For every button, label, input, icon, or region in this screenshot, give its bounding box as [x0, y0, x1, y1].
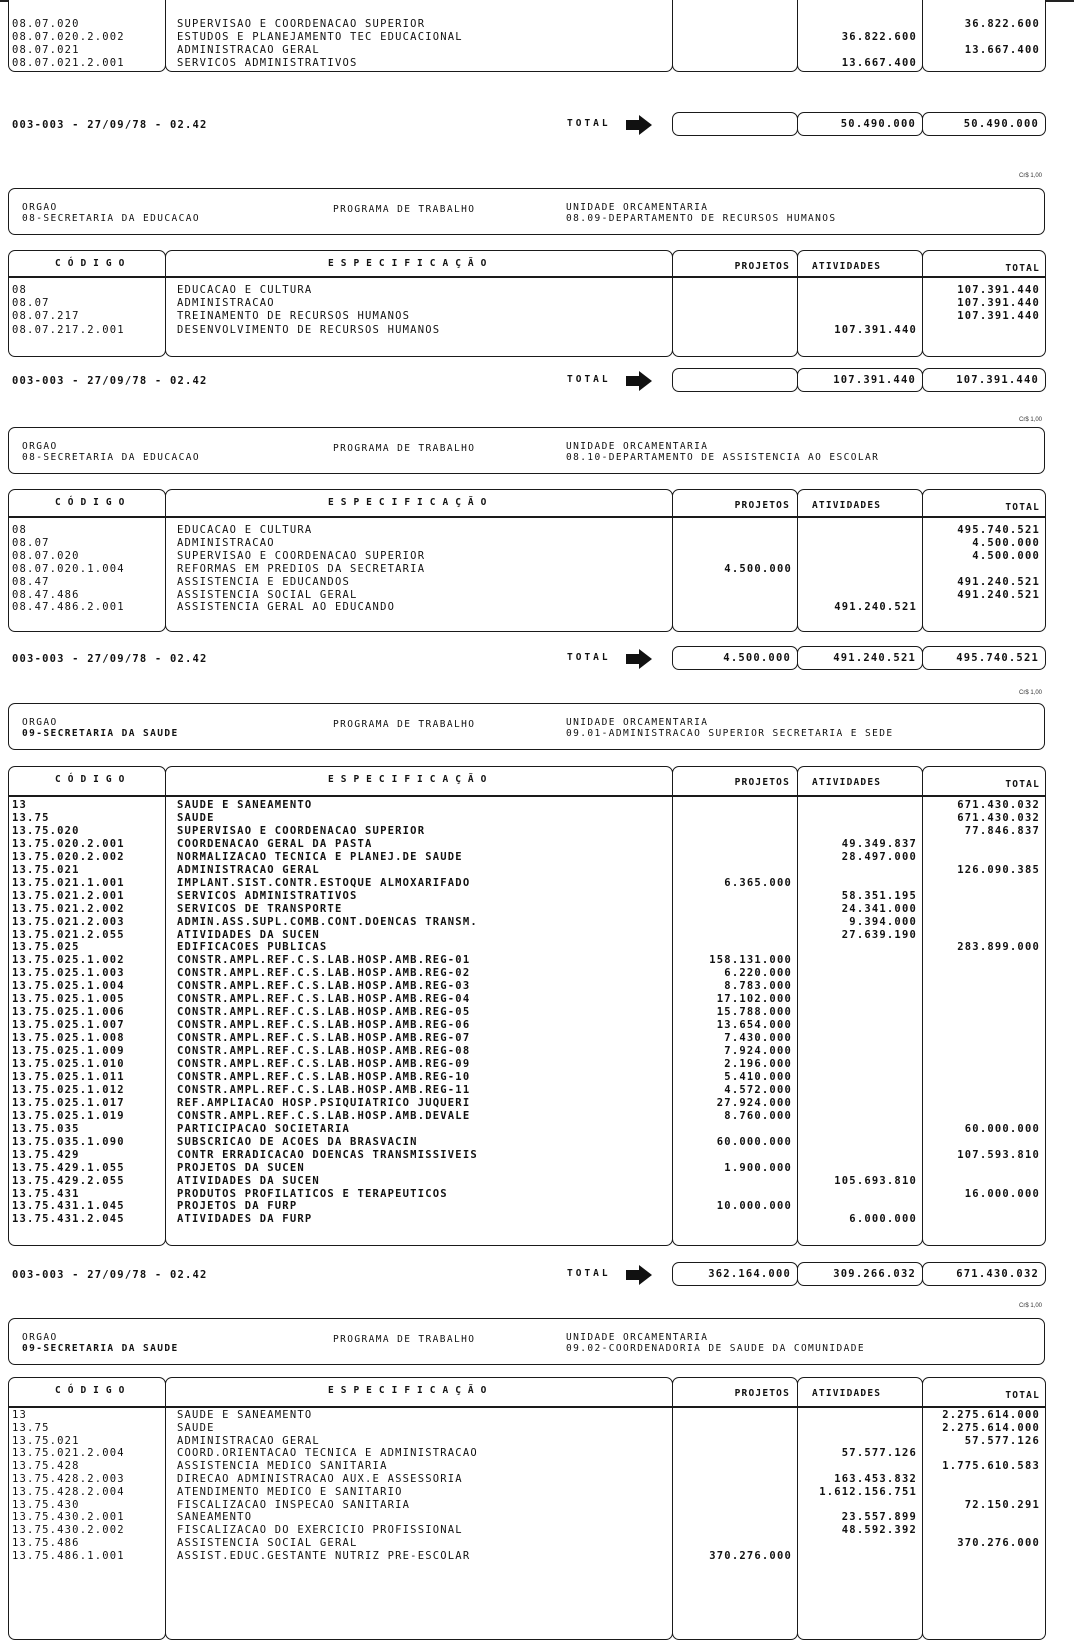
row-specification: EDIFICACOES PUBLICAS	[177, 941, 328, 954]
footer-total-value: 671.430.032	[956, 1268, 1039, 1280]
row-code: 08.47.486.2.001	[12, 601, 125, 614]
row-code: 13.75.025.1.002	[12, 954, 125, 967]
footer-ativ-value: 309.266.032	[833, 1268, 916, 1280]
row-specification: ASSISTENCIA SOCIAL GERAL	[177, 1537, 358, 1549]
row-atividades-value: 23.557.899	[841, 1511, 917, 1524]
row-code: 13.75.431.1.045	[12, 1200, 125, 1213]
row-specification: ASSISTENCIA GERAL AO EDUCANDO	[177, 601, 396, 614]
row-code: 13.75.020	[12, 824, 80, 837]
footer-proj-box	[672, 112, 798, 136]
row-atividades-value: 107.391.440	[834, 323, 917, 336]
row-projetos-value: 158.131.000	[709, 954, 792, 967]
row-specification: CONSTR.AMPL.REF.C.S.LAB.HOSP.AMB.REG-09	[177, 1058, 471, 1070]
row-projetos-value: 7.924.000	[724, 1045, 792, 1058]
row-code: 13.75.025.1.007	[12, 1019, 125, 1032]
row-specification: ATIVIDADES DA FURP	[177, 1213, 313, 1226]
row-code: 08.07	[12, 536, 50, 549]
row-code: 13.75.025.1.008	[12, 1032, 125, 1045]
row-code: 13.75.025.1.003	[12, 967, 125, 980]
row-total-value: 36.822.600	[964, 18, 1040, 30]
row-specification: PROJETOS DA FURP	[177, 1200, 298, 1213]
programa-label: PROGRAMA DE TRABALHO	[333, 204, 476, 215]
row-code: 13.75.025.1.009	[12, 1045, 125, 1058]
row-specification: REFORMAS EM PREDIOS DA SECRETARIA	[177, 562, 426, 575]
row-code: 08.47.486	[12, 588, 80, 601]
orgao-label: ORGAO	[22, 441, 58, 452]
section-header-box	[8, 1318, 1045, 1365]
row-code: 13	[12, 799, 28, 811]
row-specification: SAUDE	[177, 1421, 215, 1434]
column-header-projetos: PROJETOS	[734, 777, 790, 788]
row-code: 13.75.025	[12, 941, 80, 954]
report-stamp: 003-003 - 27/09/78 - 02.42	[12, 119, 208, 131]
unidade-name: 09.02-COORDENADORIA DE SAUDE DA COMUNIDADE	[566, 1343, 866, 1354]
row-specification: FISCALIZACAO DO EXERCICIO PROFISSIONAL	[177, 1524, 463, 1537]
column-header-total: TOTAL	[1005, 779, 1040, 790]
footer-proj-value: 362.164.000	[708, 1268, 791, 1280]
row-total-value: 2.275.614.000	[942, 1409, 1040, 1421]
row-specification: COORD.ORIENTACAO TECNICA E ADMINISTRACAO	[177, 1447, 478, 1460]
row-total-value: 107.593.810	[957, 1148, 1040, 1161]
total-label: TOTAL	[567, 118, 611, 129]
footer-total-value: 50.490.000	[963, 118, 1039, 130]
row-specification: PRODUTOS PROFILATICOS E TERAPEUTICOS	[177, 1187, 448, 1200]
row-projetos-value: 1.900.000	[724, 1161, 792, 1174]
footer-ativ-value: 491.240.521	[833, 652, 916, 664]
report-stamp: 003-003 - 27/09/78 - 02.42	[12, 1269, 208, 1281]
row-specification: ADMIN.ASS.SUPL.COMB.CONT.DOENCAS TRANSM.	[177, 915, 478, 928]
footer-total-value: 107.391.440	[956, 374, 1039, 386]
row-projetos-value: 4.500.000	[724, 562, 792, 575]
column-header-total: TOTAL	[1005, 1390, 1040, 1401]
row-code: 13.75.025.1.017	[12, 1096, 125, 1109]
row-total-value: 4.500.000	[972, 549, 1040, 562]
row-code: 13	[12, 1409, 28, 1421]
row-code: 13.75.431.2.045	[12, 1213, 125, 1226]
row-projetos-value: 60.000.000	[716, 1135, 792, 1148]
column-atividades-box	[797, 1377, 923, 1640]
total-label: TOTAL	[567, 1268, 611, 1279]
row-code: 13.75.025.1.006	[12, 1006, 125, 1019]
unidade-label: UNIDADE ORCAMENTARIA	[566, 717, 709, 728]
column-header-atividades: ATIVIDADES	[812, 500, 882, 511]
row-atividades-value: 36.822.600	[841, 30, 917, 43]
row-code: 13.75.431	[12, 1187, 80, 1200]
row-projetos-value: 7.430.000	[724, 1032, 792, 1045]
unidade-label: UNIDADE ORCAMENTARIA	[566, 441, 709, 452]
orgao-name: 09-SECRETARIA DA SAUDE	[22, 1343, 179, 1354]
total-label: TOTAL	[567, 374, 611, 385]
row-code: 13.75.025.1.010	[12, 1058, 125, 1070]
row-code: 08.07.020	[12, 18, 80, 30]
footer-ativ-value: 50.490.000	[840, 118, 916, 130]
column-header-codigo: CÓDIGO	[55, 1385, 132, 1396]
row-specification: DIRECAO ADMINISTRACAO AUX.E ASSESSORIA	[177, 1473, 463, 1485]
row-code: 13.75.021.2.003	[12, 915, 125, 928]
row-specification: SUPERVISAO E COORDENACAO SUPERIOR	[177, 18, 426, 30]
arrow-right-icon	[626, 649, 652, 669]
row-total-value: 126.090.385	[957, 863, 1040, 876]
row-specification: ATIVIDADES DA SUCEN	[177, 1174, 320, 1187]
column-header-total: TOTAL	[1005, 502, 1040, 513]
orgao-name: 09-SECRETARIA DA SAUDE	[22, 728, 179, 739]
row-atividades-value: 163.453.832	[834, 1473, 917, 1485]
row-specification: TREINAMENTO DE RECURSOS HUMANOS	[177, 310, 411, 323]
row-total-value: 13.667.400	[964, 43, 1040, 56]
row-specification: FISCALIZACAO INSPECAO SANITARIA	[177, 1498, 411, 1511]
row-specification: ASSISTENCIA MEDICO SANITARIA	[177, 1460, 388, 1473]
table-header-divider	[8, 795, 1045, 797]
row-code: 13.75.486.1.001	[12, 1549, 125, 1562]
row-atividades-value: 105.693.810	[834, 1174, 917, 1187]
row-specification: EDUCACAO E CULTURA	[177, 284, 313, 296]
arrow-right-icon	[626, 371, 652, 391]
column-header-atividades: ATIVIDADES	[812, 261, 882, 272]
row-total-value: 2.275.614.000	[942, 1421, 1040, 1434]
row-specification: CONTR ERRADICACAO DOENCAS TRANSMISSIVEIS	[177, 1148, 478, 1161]
row-specification: CONSTR.AMPL.REF.C.S.LAB.HOSP.AMB.REG-03	[177, 980, 471, 993]
row-atividades-value: 48.592.392	[841, 1524, 917, 1537]
row-code: 13.75.429.1.055	[12, 1161, 125, 1174]
row-atividades-value: 1.612.156.751	[819, 1485, 917, 1498]
row-total-value: 16.000.000	[964, 1187, 1040, 1200]
column-header-especificacao: ESPECIFICAÇÃO	[328, 1385, 494, 1396]
row-total-value: 491.240.521	[957, 588, 1040, 601]
row-atividades-value: 9.394.000	[849, 915, 917, 928]
footer-proj-value: 4.500.000	[723, 652, 791, 664]
column-header-codigo: CÓDIGO	[55, 497, 132, 508]
row-code: 13.75.486	[12, 1537, 80, 1549]
row-code: 13.75.430	[12, 1498, 80, 1511]
row-code: 13.75.021.2.001	[12, 889, 125, 902]
row-code: 08.07.020	[12, 549, 80, 562]
currency-unit-label: Cr$ 1,00	[1018, 417, 1042, 423]
table-header-divider	[8, 516, 1045, 518]
row-projetos-value: 8.783.000	[724, 980, 792, 993]
column-projetos-box	[672, 1377, 798, 1640]
row-total-value: 107.391.440	[957, 284, 1040, 296]
orgao-label: ORGAO	[22, 717, 58, 728]
row-projetos-value: 27.924.000	[716, 1096, 792, 1109]
row-specification: CONSTR.AMPL.REF.C.S.LAB.HOSP.AMB.REG-10	[177, 1070, 471, 1083]
row-specification: SERVICOS DE TRANSPORTE	[177, 902, 343, 915]
row-total-value: 4.500.000	[972, 536, 1040, 549]
row-specification: SAUDE E SANEAMENTO	[177, 1409, 313, 1421]
row-specification: ADMINISTRACAO GERAL	[177, 863, 320, 876]
row-code: 13.75.035.1.090	[12, 1135, 125, 1148]
row-specification: ADMINISTRACAO GERAL	[177, 43, 320, 56]
row-code: 13.75.428	[12, 1460, 80, 1473]
unidade-label: UNIDADE ORCAMENTARIA	[566, 202, 709, 213]
programa-label: PROGRAMA DE TRABALHO	[333, 443, 476, 454]
row-code: 08.47	[12, 575, 50, 588]
row-atividades-value: 491.240.521	[834, 601, 917, 614]
row-atividades-value: 27.639.190	[841, 928, 917, 941]
row-code: 08	[12, 284, 28, 296]
section-header-box	[8, 703, 1045, 750]
row-projetos-value: 6.220.000	[724, 967, 792, 980]
row-projetos-value: 2.196.000	[724, 1058, 792, 1070]
section-header-box	[8, 188, 1045, 235]
row-atividades-value: 58.351.195	[841, 889, 917, 902]
row-code: 13.75.035	[12, 1122, 80, 1135]
row-projetos-value: 370.276.000	[709, 1549, 792, 1562]
table-header-divider	[8, 276, 1045, 278]
row-code: 13.75.025.1.011	[12, 1070, 125, 1083]
column-header-especificacao: ESPECIFICAÇÃO	[328, 497, 494, 508]
row-specification: SUPERVISAO E COORDENACAO SUPERIOR	[177, 549, 426, 562]
orgao-label: ORGAO	[22, 202, 58, 213]
row-specification: SANEAMENTO	[177, 1511, 253, 1524]
row-atividades-value: 28.497.000	[841, 850, 917, 863]
column-header-codigo: CÓDIGO	[55, 774, 132, 785]
row-specification: CONSTR.AMPL.REF.C.S.LAB.HOSP.AMB.REG-01	[177, 954, 471, 967]
section-header-box	[8, 427, 1045, 474]
row-code: 13.75.025.1.004	[12, 980, 125, 993]
unidade-label: UNIDADE ORCAMENTARIA	[566, 1332, 709, 1343]
unidade-name: 09.01-ADMINISTRACAO SUPERIOR SECRETARIA E SEDE	[566, 728, 894, 739]
row-specification: CONSTR.AMPL.REF.C.S.LAB.HOSP.AMB.REG-04	[177, 993, 471, 1006]
row-total-value: 671.430.032	[957, 811, 1040, 824]
row-projetos-value: 10.000.000	[716, 1200, 792, 1213]
row-code: 13.75.020.2.001	[12, 837, 125, 850]
currency-unit-label: Cr$ 1,00	[1018, 173, 1042, 179]
row-code: 13.75.428.2.004	[12, 1485, 125, 1498]
row-total-value: 370.276.000	[957, 1537, 1040, 1549]
report-stamp: 003-003 - 27/09/78 - 02.42	[12, 375, 208, 387]
row-code: 08.07.021.2.001	[12, 56, 125, 69]
row-projetos-value: 4.572.000	[724, 1083, 792, 1096]
row-specification: CONSTR.AMPL.REF.C.S.LAB.HOSP.AMB.REG-08	[177, 1045, 471, 1058]
row-specification: DESENVOLVIMENTO DE RECURSOS HUMANOS	[177, 323, 441, 336]
row-total-value: 495.740.521	[957, 524, 1040, 536]
column-header-atividades: ATIVIDADES	[812, 777, 882, 788]
row-projetos-value: 6.365.000	[724, 876, 792, 889]
row-specification: SUBSCRICAO DE ACOES DA BRASVACIN	[177, 1135, 418, 1148]
row-projetos-value: 5.410.000	[724, 1070, 792, 1083]
row-code: 13.75.430.2.002	[12, 1524, 125, 1537]
row-code: 13.75.021.2.004	[12, 1447, 125, 1460]
column-header-projetos: PROJETOS	[734, 1388, 790, 1399]
row-code: 13.75.025.1.005	[12, 993, 125, 1006]
currency-unit-label: Cr$ 1,00	[1018, 690, 1042, 696]
row-total-value: 57.577.126	[964, 1434, 1040, 1447]
footer-proj-box	[672, 368, 798, 392]
row-code: 13.75.025.1.019	[12, 1109, 125, 1122]
row-code: 13.75.021	[12, 863, 80, 876]
orgao-label: ORGAO	[22, 1332, 58, 1343]
row-code: 13.75.429.2.055	[12, 1174, 125, 1187]
row-total-value: 107.391.440	[957, 297, 1040, 310]
row-specification: ESTUDOS E PLANEJAMENTO TEC EDUCACIONAL	[177, 30, 463, 43]
column-header-projetos: PROJETOS	[734, 261, 790, 272]
row-projetos-value: 17.102.000	[716, 993, 792, 1006]
row-atividades-value: 13.667.400	[841, 56, 917, 69]
row-specification: ATIVIDADES DA SUCEN	[177, 928, 320, 941]
footer-ativ-value: 107.391.440	[833, 374, 916, 386]
row-specification: ADMINISTRACAO	[177, 297, 275, 310]
row-atividades-value: 57.577.126	[841, 1447, 917, 1460]
row-specification: PARTICIPACAO SOCIETARIA	[177, 1122, 350, 1135]
unidade-name: 08.09-DEPARTAMENTO DE RECURSOS HUMANOS	[566, 213, 837, 224]
row-code: 13.75	[12, 1421, 50, 1434]
row-specification: ADMINISTRACAO	[177, 536, 275, 549]
row-code: 13.75.021	[12, 1434, 80, 1447]
programa-label: PROGRAMA DE TRABALHO	[333, 1334, 476, 1345]
row-total-value: 77.846.837	[964, 824, 1040, 837]
row-total-value: 491.240.521	[957, 575, 1040, 588]
row-specification: SUPERVISAO E COORDENACAO SUPERIOR	[177, 824, 426, 837]
arrow-right-icon	[626, 1265, 652, 1285]
row-specification: ASSISTENCIA E EDUCANDOS	[177, 575, 350, 588]
row-code: 13.75	[12, 811, 50, 824]
row-total-value: 671.430.032	[957, 799, 1040, 811]
row-specification: COORDENACAO GERAL DA PASTA	[177, 837, 373, 850]
orgao-name: 08-SECRETARIA DA EDUCACAO	[22, 213, 200, 224]
row-code: 08.07.217	[12, 310, 80, 323]
row-specification: SERVICOS ADMINISTRATIVOS	[177, 889, 358, 902]
column-header-projetos: PROJETOS	[734, 500, 790, 511]
column-header-especificacao: ESPECIFICAÇÃO	[328, 774, 494, 785]
row-specification: ADMINISTRACAO GERAL	[177, 1434, 320, 1447]
row-projetos-value: 13.654.000	[716, 1019, 792, 1032]
row-code: 13.75.025.1.012	[12, 1083, 125, 1096]
row-specification: CONSTR.AMPL.REF.C.S.LAB.HOSP.AMB.REG-06	[177, 1019, 471, 1032]
row-total-value: 283.899.000	[957, 941, 1040, 954]
currency-unit-label: Cr$ 1,00	[1018, 1303, 1042, 1309]
arrow-right-icon	[626, 115, 652, 135]
row-specification: SAUDE E SANEAMENTO	[177, 799, 313, 811]
column-header-codigo: CÓDIGO	[55, 258, 132, 269]
programa-label: PROGRAMA DE TRABALHO	[333, 719, 476, 730]
row-code: 08.07.217.2.001	[12, 323, 125, 336]
column-header-atividades: ATIVIDADES	[812, 1388, 882, 1399]
row-specification: CONSTR.AMPL.REF.C.S.LAB.HOSP.AMB.REG-02	[177, 967, 471, 980]
row-atividades-value: 6.000.000	[849, 1213, 917, 1226]
row-total-value: 72.150.291	[964, 1498, 1040, 1511]
unidade-name: 08.10-DEPARTAMENTO DE ASSISTENCIA AO ESCOLAR	[566, 452, 880, 463]
column-header-total: TOTAL	[1005, 263, 1040, 274]
footer-total-value: 495.740.521	[956, 652, 1039, 664]
row-projetos-value: 15.788.000	[716, 1006, 792, 1019]
row-code: 13.75.021.1.001	[12, 876, 125, 889]
row-code: 08.07.020.2.002	[12, 30, 125, 43]
row-specification: CONSTR.AMPL.REF.C.S.LAB.HOSP.AMB.REG-07	[177, 1032, 471, 1045]
row-atividades-value: 24.341.000	[841, 902, 917, 915]
row-specification: ATENDIMENTO MEDICO E SANITARIO	[177, 1485, 403, 1498]
row-total-value: 60.000.000	[964, 1122, 1040, 1135]
row-specification: NORMALIZACAO TECNICA E PLANEJ.DE SAUDE	[177, 850, 463, 863]
row-specification: SAUDE	[177, 811, 215, 824]
orgao-name: 08-SECRETARIA DA EDUCACAO	[22, 452, 200, 463]
row-specification: CONSTR.AMPL.REF.C.S.LAB.HOSP.AMB.REG-05	[177, 1006, 471, 1019]
total-label: TOTAL	[567, 652, 611, 663]
row-code: 13.75.429	[12, 1148, 80, 1161]
row-specification: IMPLANT.SIST.CONTR.ESTOQUE ALMOXARIFADO	[177, 876, 471, 889]
column-header-especificacao: ESPECIFICAÇÃO	[328, 258, 494, 269]
row-code: 13.75.430.2.001	[12, 1511, 125, 1524]
row-code: 13.75.021.2.002	[12, 902, 125, 915]
row-specification: CONSTR.AMPL.REF.C.S.LAB.HOSP.AMB.REG-11	[177, 1083, 471, 1096]
row-specification: ASSISTENCIA SOCIAL GERAL	[177, 588, 358, 601]
row-specification: REF.AMPLIACAO HOSP.PSIQUIATRICO JUQUERI	[177, 1096, 471, 1109]
column-projetos-box	[672, 0, 798, 72]
row-code: 08	[12, 524, 28, 536]
row-code: 08.07	[12, 297, 50, 310]
row-specification: EDUCACAO E CULTURA	[177, 524, 313, 536]
row-specification: CONSTR.AMPL.REF.C.S.LAB.HOSP.AMB.DEVALE	[177, 1109, 471, 1122]
row-specification: ASSIST.EDUC.GESTANTE NUTRIZ PRE-ESCOLAR	[177, 1549, 471, 1562]
row-total-value: 1.775.610.583	[942, 1460, 1040, 1473]
column-total-box	[922, 766, 1046, 1246]
row-specification: SERVICOS ADMINISTRATIVOS	[177, 56, 358, 69]
row-code: 13.75.021.2.055	[12, 928, 125, 941]
row-code: 13.75.020.2.002	[12, 850, 125, 863]
row-specification: PROJETOS DA SUCEN	[177, 1161, 305, 1174]
row-atividades-value: 49.349.837	[841, 837, 917, 850]
column-total-box	[922, 0, 1046, 72]
row-code: 13.75.428.2.003	[12, 1473, 125, 1485]
row-code: 08.07.020.1.004	[12, 562, 125, 575]
row-projetos-value: 8.760.000	[724, 1109, 792, 1122]
report-stamp: 003-003 - 27/09/78 - 02.42	[12, 653, 208, 665]
row-code: 08.07.021	[12, 43, 80, 56]
row-total-value: 107.391.440	[957, 310, 1040, 323]
table-header-divider	[8, 1406, 1045, 1408]
